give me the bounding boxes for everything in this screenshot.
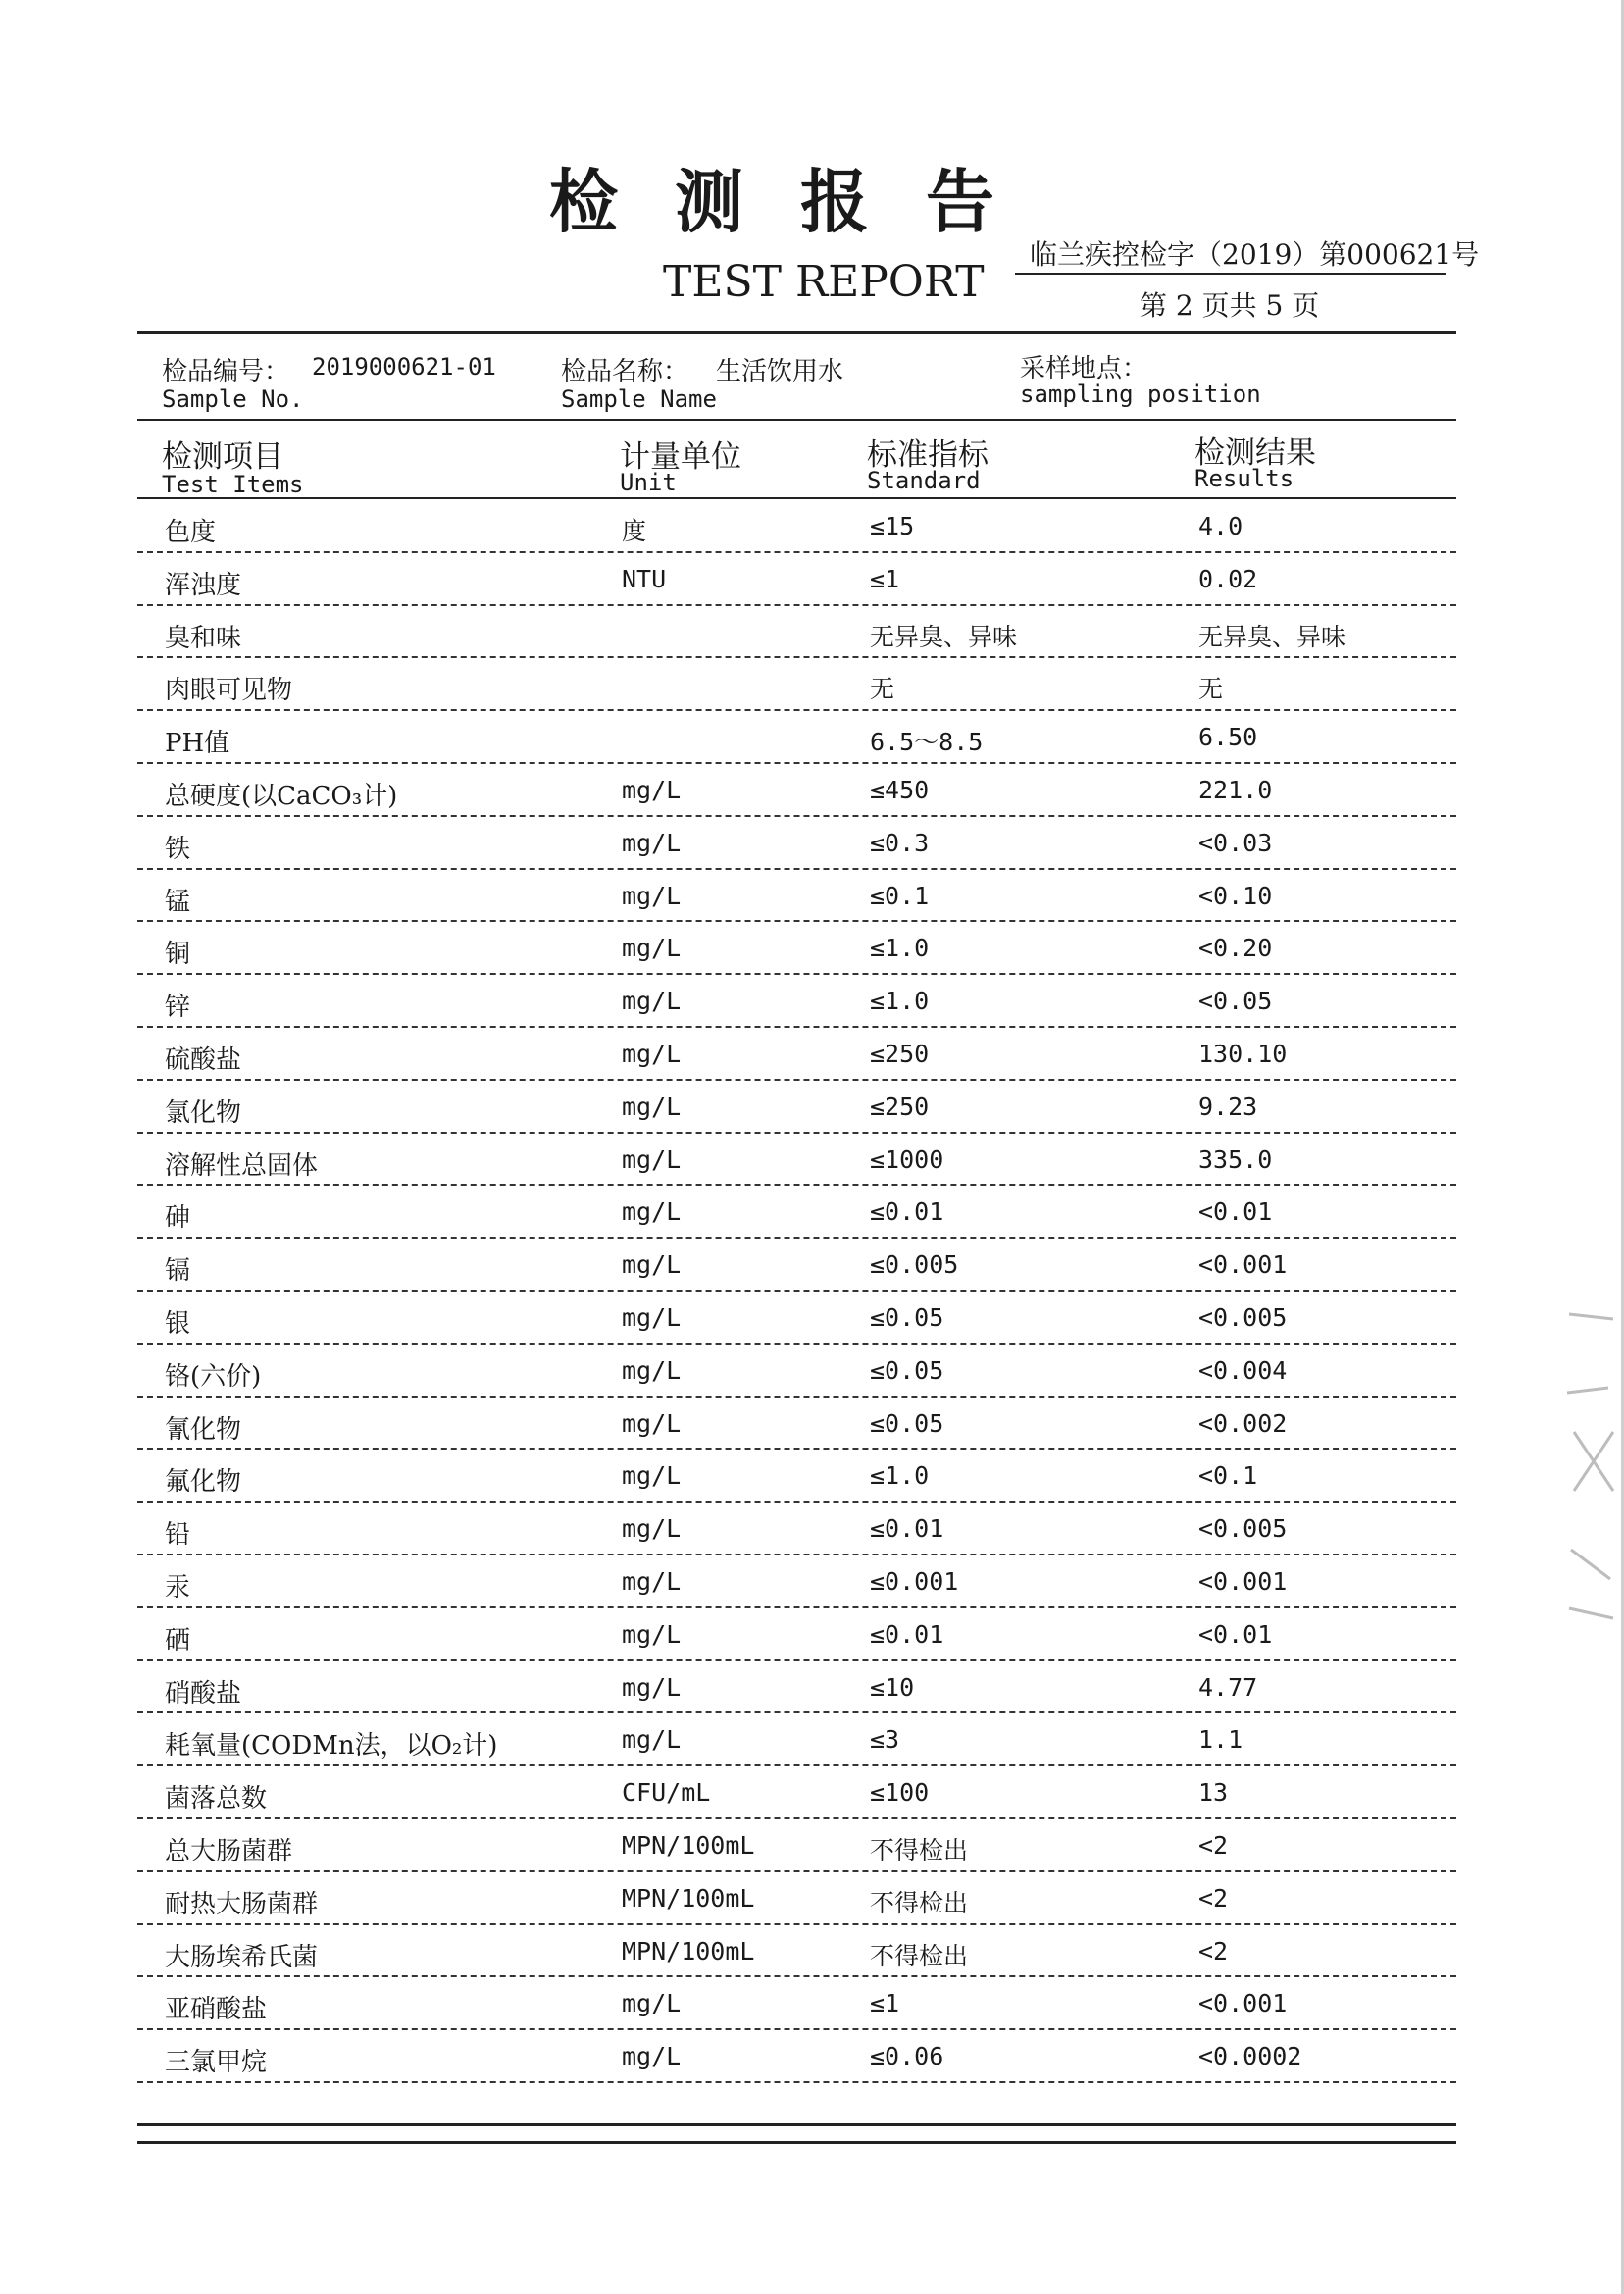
header-divider: [137, 331, 1456, 334]
standard-cell: ≤0.05: [870, 1408, 944, 1438]
table-row: [137, 1977, 1456, 2030]
unit-cell: CFU/mL: [622, 1778, 711, 1808]
unit-cell: mg/L: [622, 1514, 682, 1544]
unit-cell: mg/L: [622, 1302, 682, 1332]
table-row: [137, 1398, 1456, 1451]
result-cell: 无异臭、异味: [1198, 622, 1346, 651]
sample-name-label-en: Sample Name: [561, 385, 717, 413]
standard-cell: ≤1: [870, 1989, 900, 2018]
result-cell: <0.0002: [1198, 2042, 1302, 2071]
test-item-cell: 总大肠菌群: [165, 1836, 293, 1866]
col-header-results-en: Results: [1194, 465, 1294, 492]
sample-name-label: 检品名称：: [561, 357, 689, 386]
table-row: [137, 500, 1456, 553]
result-cell: 0.02: [1198, 564, 1258, 593]
test-item-cell: 肉眼可见物: [165, 676, 293, 706]
table-row: [137, 1186, 1456, 1239]
unit-cell: mg/L: [622, 2042, 682, 2071]
standard-cell: ≤15: [870, 512, 915, 540]
page-info: 第 2 页共 5 页: [1140, 289, 1320, 322]
test-item-cell: 亚硝酸盐: [165, 1995, 268, 2025]
result-cell: <0.004: [1198, 1355, 1288, 1385]
sample-no-label-en: Sample No.: [162, 385, 304, 413]
unit-cell: mg/L: [622, 1989, 682, 2018]
result-cell: <2: [1198, 1830, 1229, 1860]
result-cell: 1.1: [1198, 1725, 1243, 1755]
unit-cell: mg/L: [622, 1092, 682, 1121]
sample-name-value: 生活饮用水: [716, 357, 844, 386]
sample-info-divider: [137, 419, 1456, 421]
result-cell: 9.23: [1198, 1092, 1258, 1121]
test-item-cell: 溶解性总固体: [165, 1150, 319, 1181]
unit-cell: mg/L: [622, 1672, 682, 1702]
result-cell: <0.005: [1198, 1302, 1288, 1332]
test-item-cell: 氟化物: [165, 1467, 242, 1498]
unit-cell: mg/L: [622, 1461, 682, 1491]
sampling-position-label-en: sampling position: [1020, 381, 1261, 408]
unit-cell: mg/L: [622, 1566, 682, 1596]
result-cell: 13: [1198, 1778, 1229, 1808]
result-cell: 335.0: [1198, 1145, 1273, 1174]
unit-cell: mg/L: [622, 1355, 682, 1385]
unit-cell: MPN/100mL: [622, 1830, 755, 1860]
result-cell: <0.05: [1198, 987, 1273, 1016]
standard-cell: ≤100: [870, 1778, 930, 1808]
test-item-cell: 耗氧量(CODMn法，以O₂计): [165, 1731, 498, 1761]
table-row: [137, 1239, 1456, 1292]
test-item-cell: 镉: [165, 1256, 191, 1287]
unit-cell: mg/L: [622, 828, 682, 857]
table-row: [137, 1503, 1456, 1555]
standard-cell: 无: [870, 675, 895, 704]
col-header-results: 检测结果: [1194, 435, 1316, 471]
unit-cell: 度: [622, 517, 647, 545]
table-row: [137, 1345, 1456, 1398]
sampling-position-label: 采样地点：: [1020, 354, 1148, 383]
unit-cell: mg/L: [622, 1145, 682, 1174]
test-item-cell: 银: [165, 1308, 191, 1339]
unit-cell: MPN/100mL: [622, 1883, 755, 1912]
table-row: [137, 606, 1456, 659]
result-cell: <0.005: [1198, 1514, 1288, 1544]
table-row: [137, 975, 1456, 1028]
result-cell: <2: [1198, 1936, 1229, 1965]
unit-cell: mg/L: [622, 1039, 682, 1068]
table-row: [137, 922, 1456, 975]
table-row: [137, 1081, 1456, 1134]
table-row: [137, 1450, 1456, 1503]
test-item-cell: 总硬度(以CaCO₃计): [165, 781, 398, 811]
result-cell: 221.0: [1198, 775, 1273, 804]
document-number: 临兰疾控检字（2019）第000621号: [1030, 238, 1480, 271]
table-row: [137, 1661, 1456, 1714]
report-title-en: TEST REPORT: [663, 257, 985, 307]
unit-cell: mg/L: [622, 881, 682, 910]
sample-no-label: 检品编号：: [162, 357, 290, 386]
col-header-unit: 计量单位: [620, 439, 741, 475]
result-cell: <0.01: [1198, 1619, 1273, 1649]
standard-cell: ≤0.001: [870, 1566, 959, 1596]
col-header-standard-en: Standard: [867, 467, 981, 494]
unit-cell: mg/L: [622, 775, 682, 804]
sample-no-value: 2019000621-01: [312, 353, 496, 381]
test-item-cell: 砷: [165, 1203, 191, 1234]
table-row: [137, 1925, 1456, 1978]
standard-cell: ≤0.005: [870, 1250, 959, 1280]
seam-stamp: [1559, 1295, 1618, 1667]
test-item-cell: 硝酸盐: [165, 1678, 242, 1708]
table-row: [137, 817, 1456, 870]
result-cell: <0.001: [1198, 1566, 1288, 1596]
result-cell: <0.01: [1198, 1198, 1273, 1227]
standard-cell: ≤10: [870, 1672, 915, 1702]
col-header-standard: 标准指标: [867, 437, 989, 473]
result-cell: <0.1: [1198, 1461, 1258, 1491]
standard-cell: 无异臭、异味: [870, 622, 1018, 651]
unit-cell: mg/L: [622, 987, 682, 1016]
standard-cell: ≤3: [870, 1725, 900, 1755]
table-header-divider: [137, 497, 1456, 499]
test-item-cell: 锰: [165, 887, 191, 917]
test-item-cell: 铅: [165, 1520, 191, 1551]
standard-cell: ≤1.0: [870, 934, 930, 963]
standard-cell: ≤1: [870, 564, 900, 593]
result-cell: 无: [1198, 675, 1224, 704]
col-header-items: 检测项目: [162, 439, 283, 475]
result-cell: 4.0: [1198, 512, 1243, 540]
test-item-cell: 硫酸盐: [165, 1045, 242, 1075]
footer-rule-1: [137, 2123, 1456, 2126]
table-row: [137, 1713, 1456, 1766]
result-cell: 4.77: [1198, 1672, 1258, 1702]
result-cell: <0.001: [1198, 1989, 1288, 2018]
result-cell: 6.50: [1198, 723, 1258, 752]
unit-cell: mg/L: [622, 1250, 682, 1280]
unit-cell: MPN/100mL: [622, 1936, 755, 1965]
table-row: [137, 1028, 1456, 1081]
test-item-cell: 氯化物: [165, 1097, 242, 1128]
unit-cell: mg/L: [622, 1408, 682, 1438]
test-item-cell: 臭和味: [165, 623, 242, 653]
result-cell: <0.002: [1198, 1408, 1288, 1438]
standard-cell: ≤0.05: [870, 1302, 944, 1332]
standard-cell: ≤0.06: [870, 2042, 944, 2071]
unit-cell: mg/L: [622, 1725, 682, 1755]
standard-cell: 不得检出: [870, 1941, 969, 1970]
unit-cell: mg/L: [622, 934, 682, 963]
standard-cell: ≤1.0: [870, 987, 930, 1016]
result-cell: <0.20: [1198, 934, 1273, 963]
table-row: [137, 2030, 1456, 2083]
result-cell: <2: [1198, 1883, 1229, 1912]
test-item-cell: 菌落总数: [165, 1784, 268, 1814]
table-row: [137, 764, 1456, 817]
standard-cell: ≤0.01: [870, 1514, 944, 1544]
test-item-cell: 三氯甲烷: [165, 2048, 268, 2078]
test-item-cell: 汞: [165, 1572, 191, 1603]
standard-cell: ≤0.01: [870, 1619, 944, 1649]
result-cell: <0.001: [1198, 1250, 1288, 1280]
table-row: [137, 553, 1456, 606]
result-cell: 130.10: [1198, 1039, 1288, 1068]
standard-cell: ≤0.3: [870, 828, 930, 857]
unit-cell: mg/L: [622, 1619, 682, 1649]
result-cell: <0.03: [1198, 828, 1273, 857]
standard-cell: ≤1.0: [870, 1461, 930, 1491]
document-number-underline: [1015, 273, 1446, 275]
table-row: [137, 658, 1456, 711]
test-item-cell: 硒: [165, 1625, 191, 1656]
standard-cell: ≤250: [870, 1092, 930, 1121]
test-item-cell: 浑浊度: [165, 570, 242, 600]
test-item-cell: 铁: [165, 834, 191, 864]
test-item-cell: 耐热大肠菌群: [165, 1889, 319, 1919]
results-table: [137, 500, 1456, 2083]
table-row: [137, 1872, 1456, 1925]
col-header-items-en: Test Items: [162, 471, 304, 498]
table-row: [137, 1292, 1456, 1345]
test-item-cell: 铜: [165, 940, 191, 970]
standard-cell: 6.5～8.5: [870, 728, 984, 757]
table-row: [137, 1766, 1456, 1819]
footer-rule-2: [137, 2141, 1456, 2144]
test-item-cell: 铬(六价): [165, 1361, 262, 1392]
test-item-cell: 锌: [165, 993, 191, 1023]
standard-cell: ≤0.1: [870, 881, 930, 910]
test-item-cell: 氰化物: [165, 1414, 242, 1445]
table-row: [137, 1819, 1456, 1872]
table-row: [137, 1134, 1456, 1187]
test-item-cell: PH值: [165, 729, 230, 759]
standard-cell: 不得检出: [870, 1888, 969, 1917]
standard-cell: ≤250: [870, 1039, 930, 1068]
standard-cell: ≤0.01: [870, 1198, 944, 1227]
col-header-unit-en: Unit: [620, 469, 677, 496]
table-row: [137, 870, 1456, 923]
test-item-cell: 大肠埃希氏菌: [165, 1942, 319, 1972]
unit-cell: NTU: [622, 564, 667, 593]
standard-cell: ≤0.05: [870, 1355, 944, 1385]
test-item-cell: 色度: [165, 518, 217, 547]
table-row: [137, 1555, 1456, 1608]
standard-cell: 不得检出: [870, 1835, 969, 1864]
unit-cell: mg/L: [622, 1198, 682, 1227]
standard-cell: ≤1000: [870, 1145, 944, 1174]
standard-cell: ≤450: [870, 775, 930, 804]
table-row: [137, 1608, 1456, 1661]
result-cell: <0.10: [1198, 881, 1273, 910]
report-title-cn: 检测报告: [549, 161, 1051, 242]
table-row: [137, 711, 1456, 764]
